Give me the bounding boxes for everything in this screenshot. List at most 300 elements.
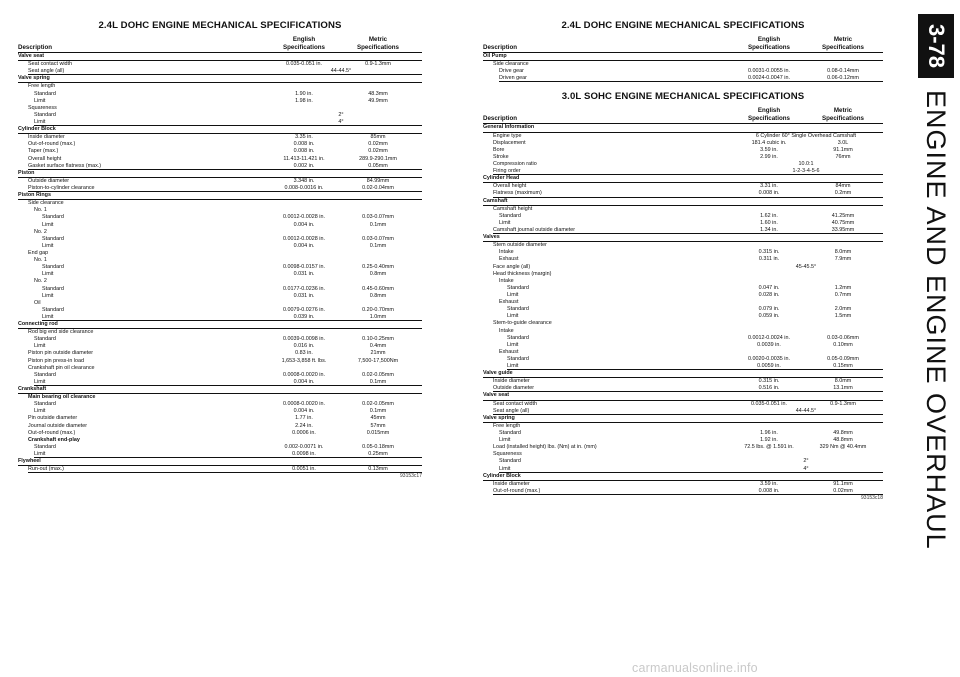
spec-description: Valve guide	[483, 370, 513, 377]
spec-metric-value: 0.02mm	[833, 487, 853, 494]
spec-row	[18, 200, 422, 207]
spec-english-value: 0.028 in.	[758, 291, 780, 298]
section-heading	[483, 124, 883, 132]
spec-metric-value: 0.02-0.05mm	[362, 371, 394, 378]
spec-english-value: 0.516 in.	[758, 385, 780, 392]
spec-english-value: 0.0177-0.0236 in.	[283, 285, 325, 292]
header-english-2: Specifications	[748, 44, 790, 51]
spec-description: Standard	[507, 306, 529, 313]
spec-english-value: 0.035-0.051 in.	[751, 400, 787, 407]
spec-row	[483, 227, 883, 234]
spec-english-value: 0.079 in.	[758, 306, 780, 313]
spec-row	[18, 271, 422, 278]
spec-row	[18, 148, 422, 155]
spec-row	[18, 437, 422, 444]
spec-description: Valve seat	[18, 53, 45, 59]
spec-metric-value: 0.10-0.25mm	[362, 336, 394, 343]
spec-english-value: 0.0039 in.	[757, 341, 781, 348]
spec-description: Head thickness (margin)	[493, 270, 552, 277]
spec-metric-value: 0.1mm	[369, 242, 387, 249]
spec-description: Valve seat	[483, 392, 510, 399]
spec-row	[483, 242, 883, 249]
spec-row	[18, 156, 422, 163]
spec-description: Out-of-round (max.)	[493, 487, 541, 494]
spec-metric-value: 0.03-0.06mm	[827, 334, 859, 341]
spec-description: Standard	[42, 214, 64, 221]
spec-description: Limit	[34, 451, 46, 458]
spec-combined-value: 44-44.5°	[795, 407, 817, 414]
spec-english-value: 0.0012-0.0028 in.	[283, 235, 325, 242]
spec-description: Limit	[499, 465, 511, 472]
spec-description: Inside diameter	[28, 134, 65, 141]
spec-metric-value: 1.5mm	[834, 313, 852, 320]
spec-row	[18, 336, 422, 343]
spec-description: Inside diameter	[493, 480, 530, 487]
spec-row	[18, 343, 422, 350]
spec-english-value: 72.5 lbs. @ 1.591 in.	[744, 444, 794, 451]
spec-english-value: 0.311 in.	[758, 256, 780, 263]
spec-metric-value: 8.0mm	[834, 378, 852, 385]
spec-description: Limit	[34, 118, 46, 125]
spec-english-value: 1.96 in.	[760, 430, 778, 437]
spec-description: Seat contact width	[493, 400, 538, 407]
spec-english-value: 1.98 in.	[295, 97, 313, 104]
spec-metric-value: 0.45-0.60mm	[362, 285, 394, 292]
spec-combined-value: 2°	[338, 111, 344, 118]
section-heading	[18, 126, 422, 134]
spec-description: Stroke	[493, 153, 509, 160]
page-number: 3-78	[918, 14, 954, 78]
spec-english-value: 0.004 in.	[293, 408, 315, 415]
header-english-1: English	[292, 36, 316, 43]
spec-description: Standard	[34, 371, 56, 378]
left-figure-id: 93153c17	[400, 473, 422, 480]
spec-description: Displacement	[493, 139, 526, 146]
spec-row	[483, 451, 883, 458]
spec-metric-value: 0.02mm	[368, 141, 388, 148]
spec-description: Seat angle (all)	[493, 407, 530, 414]
spec-english-value: 0.315 in.	[758, 378, 780, 385]
left-table-header	[18, 32, 422, 53]
spec-metric-value: 289.9-290.1mm	[359, 155, 397, 162]
spec-description: Out-of-round (max.)	[28, 141, 76, 148]
spec-row	[18, 408, 422, 415]
spec-description: No. 2	[34, 228, 47, 235]
spec-description: Standard	[34, 443, 56, 450]
spec-english-value: 3.59 in.	[760, 480, 778, 487]
spec-description: Limit	[499, 219, 511, 226]
spec-combined-value: 44-44.5°	[330, 68, 352, 75]
spec-description: Limit	[34, 97, 46, 104]
spec-description: Face angle (all)	[493, 263, 531, 270]
spec-english-value: 1.34 in.	[760, 226, 778, 233]
spec-description: End gap	[28, 249, 49, 256]
spec-english-value: 0.002-0.0071 in.	[284, 443, 324, 450]
spec-metric-value: 0.02mm	[368, 148, 388, 155]
spec-row	[483, 363, 883, 370]
spec-row	[483, 249, 883, 256]
spec-description: General Information	[483, 124, 535, 131]
spec-description: Limit	[42, 271, 54, 278]
spec-english-value: 0.0031-0.0055 in.	[748, 68, 790, 75]
spec-english-value: 0.0012-0.0024 in.	[748, 334, 790, 341]
spec-english-value: 0.004 in.	[293, 221, 315, 228]
spec-description: Standard	[42, 285, 64, 292]
right-title-2: 3.0L SOHC ENGINE MECHANICAL SPECIFICATIONS	[561, 91, 805, 103]
spec-row	[483, 466, 883, 473]
spec-description: Flatness (maximum)	[493, 190, 542, 197]
spec-metric-value: 0.1mm	[369, 378, 387, 385]
spec-row	[18, 214, 422, 221]
spec-description: Valve spring	[483, 414, 515, 421]
spec-row	[483, 481, 883, 488]
spec-combined-value: 10.0:1	[798, 160, 814, 167]
spec-english-value: 0.047 in.	[758, 284, 780, 291]
spec-row	[18, 394, 422, 401]
spec-english-value: 0.315 in.	[758, 249, 780, 256]
spec-description: Piston	[18, 169, 35, 176]
spec-row	[483, 335, 883, 342]
spec-description: Standard	[507, 334, 529, 341]
spec-metric-value: 48.3mm	[368, 90, 388, 97]
spec-metric-value: 33.95mm	[831, 226, 855, 233]
header-metric-2: Specifications	[822, 44, 864, 51]
spec-english-value: 0.016 in.	[293, 343, 315, 350]
spec-metric-value: 0.4mm	[369, 343, 387, 350]
spec-row	[483, 408, 883, 415]
spec-english-value: 0.0008-0.0020 in.	[283, 401, 325, 408]
right-table-header-2	[483, 103, 883, 124]
spec-row	[18, 372, 422, 379]
spec-description: Inside diameter	[493, 378, 530, 385]
spec-metric-value: 0.02-0.05mm	[362, 401, 394, 408]
section-heading	[18, 386, 422, 394]
spec-metric-value: 91.1mm	[833, 480, 853, 487]
spec-metric-value: 0.25mm	[368, 451, 388, 458]
header-metric-1: Metric	[833, 36, 853, 43]
left-spec-column	[18, 0, 422, 480]
spec-row	[483, 401, 883, 408]
spec-combined-value: 6 Cylinder 60° Single Overhead Camshaft	[755, 132, 857, 139]
spec-row	[18, 105, 422, 112]
spec-description: Limit	[507, 291, 519, 298]
spec-description: Intake	[499, 327, 514, 334]
spec-row	[18, 61, 422, 68]
spec-metric-value: 57mm	[370, 422, 386, 429]
spec-english-value: 3.35 in.	[295, 134, 313, 141]
spec-metric-value: 0.10mm	[833, 341, 853, 348]
spec-metric-value: 0.015mm	[366, 429, 390, 436]
spec-metric-value: 0.9-1.3mm	[365, 61, 391, 68]
spec-metric-value: 7,500-17,500Nm	[357, 357, 399, 364]
spec-metric-value: 84.99mm	[366, 177, 390, 184]
spec-english-value: 1.60 in.	[760, 219, 778, 226]
spec-description: Overall height	[28, 155, 62, 162]
right-figure-id: 93153c18	[861, 495, 883, 502]
spec-english-value: 0.039 in.	[293, 313, 315, 320]
spec-metric-value: 49.8mm	[833, 430, 853, 437]
spec-description: No. 1	[34, 257, 47, 264]
spec-description: Side clearance	[493, 61, 529, 68]
spec-description: Squareness	[493, 451, 522, 458]
section-heading	[483, 53, 883, 61]
spec-english-value: 0.0051 in.	[292, 466, 316, 473]
spec-metric-value: 45mm	[370, 415, 386, 422]
spec-row	[18, 229, 422, 236]
spec-row	[18, 293, 422, 300]
spec-english-value: 181.4 cubic in.	[751, 139, 787, 146]
spec-description: Cylinder Block	[18, 126, 56, 133]
spec-description: Cylinder Head	[483, 175, 520, 182]
spec-description: Driven gear	[499, 75, 527, 82]
spec-metric-value: 7.9mm	[834, 256, 852, 263]
spec-description: Standard	[34, 401, 56, 408]
spec-english-value: 0.008 in.	[293, 148, 315, 155]
spec-row	[18, 264, 422, 271]
spec-row	[483, 437, 883, 444]
spec-description: Free length	[493, 422, 521, 429]
spec-metric-value: 0.03-0.07mm	[362, 235, 394, 242]
spec-metric-value: 84mm	[835, 183, 851, 190]
spec-row	[483, 264, 883, 271]
spec-combined-value: 45-45.5°	[795, 263, 817, 270]
spec-description: Standard	[34, 111, 56, 118]
spec-row	[18, 466, 422, 473]
spec-metric-value: 0.9-1.3mm	[830, 400, 856, 407]
spec-row	[483, 75, 883, 82]
spec-combined-value: 2°	[803, 458, 809, 465]
spec-row	[483, 220, 883, 227]
chapter-sidebar	[912, 10, 960, 677]
spec-row	[18, 257, 422, 264]
spec-description: Piston Rings	[18, 192, 51, 199]
spec-row	[483, 147, 883, 154]
spec-english-value: 0.035-0.051 in.	[286, 61, 322, 68]
spec-english-value: 0.0059 in.	[757, 363, 781, 370]
spec-description: Exhaust	[499, 348, 519, 355]
spec-row	[483, 328, 883, 335]
spec-row	[18, 98, 422, 105]
section-heading	[18, 75, 422, 83]
spec-description: Standard	[42, 306, 64, 313]
header-metric-2: Specifications	[357, 44, 399, 51]
spec-description: Limit	[499, 437, 511, 444]
header-metric-1: Metric	[368, 36, 388, 43]
header-english-2: Specifications	[283, 44, 325, 51]
spec-description: Stem-to-guide clearance	[493, 320, 552, 327]
spec-row	[18, 250, 422, 257]
spec-english-value: 3.31 in.	[760, 183, 778, 190]
spec-metric-value: 49.9mm	[368, 97, 388, 104]
spec-metric-value: 1.2mm	[834, 284, 852, 291]
spec-description: Camshaft journal outside diameter	[493, 226, 576, 233]
spec-english-value: 3.59 in.	[760, 146, 778, 153]
spec-combined-value: 1-2-3-4-5-6	[792, 168, 820, 175]
spec-description: Standard	[499, 212, 521, 219]
spec-description: Out-of-round (max.)	[28, 429, 76, 436]
spec-description: Limit	[42, 313, 54, 320]
section-heading	[483, 234, 883, 242]
spec-english-value: 0.059 in.	[758, 313, 780, 320]
spec-description: Standard	[34, 90, 56, 97]
spec-row	[18, 243, 422, 250]
right-title-1: 2.4L DOHC ENGINE MECHANICAL SPECIFICATIONS	[561, 20, 805, 31]
spec-description: Cylinder Block	[483, 472, 521, 479]
header-description: Description	[18, 44, 53, 51]
spec-description: Standard	[499, 458, 521, 465]
header-description: Description	[483, 115, 518, 123]
spec-row	[483, 356, 883, 363]
spec-row	[18, 141, 422, 148]
header-metric-1: Metric	[833, 107, 853, 115]
spec-description: Load (installed height) lbs. (Nm) at in. (mm)	[493, 444, 597, 451]
spec-row	[483, 133, 883, 140]
right-spec-rows-3l	[483, 124, 883, 495]
section-heading	[483, 415, 883, 423]
spec-description: Bore	[493, 146, 505, 153]
spec-metric-value: 0.05-0.18mm	[362, 443, 394, 450]
spec-english-value: 0.0039-0.0098 in.	[283, 336, 325, 343]
spec-description: Piston pin press-in load	[28, 357, 85, 364]
spec-description: Exhaust	[499, 256, 519, 263]
section-heading	[483, 473, 883, 481]
spec-description: Limit	[34, 408, 46, 415]
right-table-header-1	[483, 32, 883, 53]
spec-row	[18, 236, 422, 243]
spec-description: Drive gear	[499, 68, 524, 75]
chapter-title: ENGINE AND ENGINE OVERHAUL	[921, 90, 951, 550]
spec-row	[483, 378, 883, 385]
spec-row	[18, 83, 422, 90]
spec-row	[483, 271, 883, 278]
header-description: Description	[483, 44, 518, 51]
spec-description: Limit	[42, 292, 54, 299]
spec-english-value: 0.031 in.	[293, 271, 315, 278]
spec-description: Standard	[507, 355, 529, 362]
spec-english-value: 0.004 in.	[293, 378, 315, 385]
spec-row	[18, 91, 422, 98]
spec-row	[18, 329, 422, 336]
spec-description: Limit	[507, 363, 519, 370]
spec-row	[483, 342, 883, 349]
spec-row	[18, 365, 422, 372]
spec-description: Valves	[483, 234, 500, 241]
spec-row	[18, 134, 422, 141]
spec-metric-value: 0.05mm	[368, 162, 388, 169]
spec-metric-value: 41.25mm	[831, 212, 855, 219]
spec-metric-value: 13.1mm	[833, 385, 853, 392]
spec-description: Rod big end side clearance	[28, 329, 94, 336]
spec-english-value: 0.0012-0.0028 in.	[283, 214, 325, 221]
spec-description: Connecting rod	[18, 321, 58, 328]
left-spec-rows	[18, 53, 422, 473]
header-english-1: English	[757, 36, 781, 43]
spec-description: Stem outside diameter	[493, 242, 547, 249]
spec-row	[483, 206, 883, 213]
spec-row	[483, 385, 883, 392]
spec-english-value: 1.90 in.	[295, 90, 313, 97]
spec-metric-value: 0.20-0.70mm	[362, 306, 394, 313]
spec-description: Limit	[507, 341, 519, 348]
row-rule	[493, 494, 883, 495]
spec-metric-value: 0.15mm	[833, 363, 853, 370]
spec-metric-value: 0.08-0.14mm	[827, 68, 859, 75]
spec-description: Outside diameter	[28, 177, 70, 184]
spec-metric-value: 76mm	[835, 153, 851, 160]
spec-row	[483, 423, 883, 430]
spec-metric-value: 0.2mm	[834, 190, 852, 197]
spec-metric-value: 0.03-0.07mm	[362, 214, 394, 221]
spec-row	[483, 61, 883, 68]
spec-description: Standard	[507, 284, 529, 291]
spec-description: Gasket surface flatness (max.)	[28, 162, 102, 169]
spec-row	[483, 488, 883, 495]
section-heading	[18, 321, 422, 329]
spec-description: Seat angle (all)	[28, 68, 65, 75]
spec-metric-value: 0.8mm	[369, 271, 387, 278]
spec-description: Journal outside diameter	[28, 422, 88, 429]
spec-row	[18, 430, 422, 437]
spec-description: Engine type	[493, 132, 522, 139]
section-heading	[18, 458, 422, 466]
spec-description: Valve spring	[18, 75, 50, 82]
spec-description: Crankshaft pin oil clearance	[28, 364, 95, 371]
spec-description: Taper (max.)	[28, 148, 59, 155]
spec-english-value: 2.24 in.	[295, 422, 313, 429]
spec-english-value: 0.0008-0.0020 in.	[283, 371, 325, 378]
spec-row	[18, 119, 422, 126]
spec-english-value: 0.004 in.	[293, 242, 315, 249]
spec-description: Intake	[499, 249, 514, 256]
spec-row	[18, 451, 422, 458]
spec-row	[18, 307, 422, 314]
spec-english-value: 0.0006 in.	[292, 429, 316, 436]
spec-row	[18, 185, 422, 192]
spec-description: Limit	[507, 313, 519, 320]
spec-description: Crankshaft end-play	[28, 436, 80, 443]
spec-row	[483, 430, 883, 437]
spec-metric-value: 0.7mm	[834, 291, 852, 298]
spec-english-value: 11.413-11.421 in.	[283, 155, 325, 162]
spec-row	[483, 161, 883, 168]
spec-metric-value: 8.0mm	[834, 249, 852, 256]
spec-description: Run-out (max.)	[28, 466, 64, 473]
spec-row	[483, 256, 883, 263]
spec-description: Squareness	[28, 104, 57, 111]
spec-row	[483, 68, 883, 75]
header-english-2: Specifications	[748, 115, 790, 123]
spec-description: Standard	[42, 264, 64, 271]
spec-metric-value: 0.1mm	[369, 221, 387, 228]
spec-metric-value: 91.1mm	[833, 146, 853, 153]
spec-metric-value: 1.0mm	[369, 313, 387, 320]
spec-combined-value: 4°	[803, 465, 809, 472]
spec-description: Pin outside diameter	[28, 415, 78, 422]
spec-description: Limit	[42, 221, 54, 228]
spec-description: Oil	[34, 299, 41, 306]
spec-row	[18, 178, 422, 185]
section-heading	[483, 370, 883, 378]
spec-metric-value: 0.06-0.12mm	[827, 75, 859, 82]
spec-english-value: 0.0098-0.0157 in.	[283, 264, 325, 271]
section-heading	[18, 192, 422, 200]
spec-row	[483, 278, 883, 285]
spec-metric-value: 3.0L	[837, 139, 849, 146]
spec-row	[483, 320, 883, 327]
spec-row	[18, 350, 422, 357]
spec-row	[18, 207, 422, 214]
spec-english-value: 3.348 in.	[293, 177, 315, 184]
